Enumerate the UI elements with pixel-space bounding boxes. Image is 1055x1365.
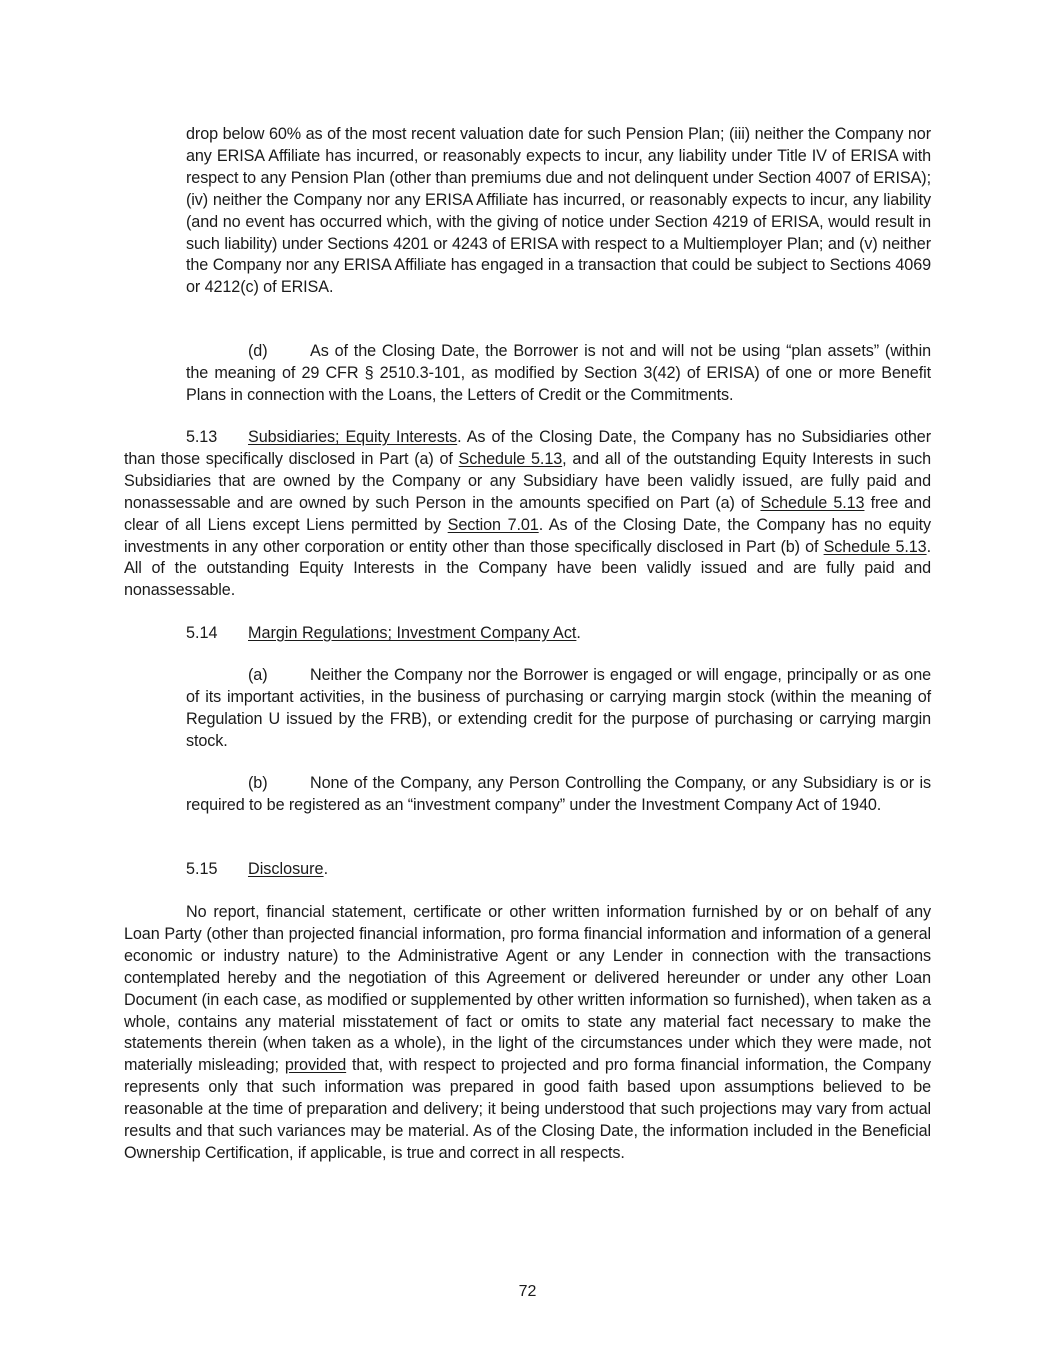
section-5-15-text-1: No report, financial statement, certificate or other written information furnished by or on behalf of any Loan Party (other than projected financial information, pro forma financial information and information of a general economic or industry nature) to the Administrative Agent or any Lender in connection with the transactions contemplated hereby and the negotiation of this Agreement or delivered hereunder or under any other Loan Document (in each case, as modified or supplemented by other written information so furnished), when taken as a whole, contains any material misstatement of fact or omits to state any material fact necessary to make the statements therein (when taken as a whole), in the light of the circumstances under which they were made, not materially misleading;	[124, 903, 931, 1075]
section-5-13	[124, 427, 931, 602]
paragraph-c-continuation: drop below 60% as of the most recent valuation date for such Pension Plan; (iii) neither the Company nor any ERISA Affiliate has incurred, or reasonably expects to incur, any liability under Title IV of ERISA with respect to any Pension Plan (other than premiums due and not delinquent under Section 4007 of ERISA); (iv) neither the Company nor any ERISA Affiliate has incurred, or reasonably expects to incur, any liability (and no event has occurred which, with the giving of notice under Section 4219 of ERISA, would result in such liability) under Sections 4201 or 4243 of ERISA with respect to a Multiemployer Plan; and (v) neither the Company nor any ERISA Affiliate has engaged in a transaction that could be subject to Sections 4069 or 4212(c) of ERISA.	[186, 125, 931, 297]
section-5-15-title: Disclosure	[248, 860, 324, 878]
section-5-13-text-4: . As of the Closing Date, the Company has no equity investments in any other corporation or entity other than those specifically disclosed in Part (b) of	[124, 515, 931, 556]
section-5-13-text-2: , and all of the outstanding Equity Interests in such Subsidiaries that are owned by the Company or any Subsidiary have been validly issued, are fully paid and nonassessable and are owned by such Person in the amounts specified on Part (a) of	[124, 449, 931, 512]
section-5-13-text-3: free and clear of all Liens except Liens permitted by	[124, 493, 931, 534]
section-5-15-trail: .	[323, 860, 329, 878]
section-7-01-ref: Section 7.01	[447, 515, 539, 534]
schedule-5-13-ref: Schedule 5.13	[760, 493, 865, 512]
section-5-14-title: Margin Regulations; Investment Company Act	[248, 624, 577, 642]
schedule-5-13-ref: Schedule 5.13	[823, 537, 927, 556]
section-5-13-title: Subsidiaries; Equity Interests	[248, 428, 458, 446]
section-5-15-heading	[186, 859, 328, 881]
section-5-13-text-5: . All of the outstanding Equity Interests in the Company have been validly issued and are fully paid and nonassessable.	[124, 537, 931, 600]
paragraph-5-14-b	[186, 773, 931, 817]
paragraph-5-14-a	[186, 665, 931, 753]
section-5-14-number: 5.14	[186, 624, 218, 642]
paragraph-5-14-b-label: (b)	[248, 774, 268, 792]
section-5-14-trail: .	[576, 624, 581, 642]
section-5-15-number: 5.15	[186, 860, 218, 878]
paragraph-5-14-b-text: None of the Company, any Person Controlling the Company, or any Subsidiary is or is required to be registered as an “investment company” under the Investment Company Act of 1940.	[186, 774, 931, 814]
section-5-13-text-1: . As of the Closing Date, the Company has no Subsidiaries other than those specifically disclosed in Part (a) of	[124, 428, 931, 468]
paragraph-5-14-a-label: (a)	[248, 666, 268, 684]
paragraph-d-text: As of the Closing Date, the Borrower is not and will not be using “plan assets” (within the meaning of 29 CFR § 2510.3-101, as modified by Section 3(42) of ERISA) of one or more Benefit Plans in connection with the Loans, the Letters of Credit or the Commitments.	[186, 342, 931, 404]
section-5-13-number: 5.13	[186, 428, 218, 446]
section-5-14-heading	[186, 623, 581, 645]
schedule-5-13-ref: Schedule 5.13	[458, 449, 563, 468]
section-5-15-text-2: that, with respect to projected and pro forma financial information, the Company represents only that such information was prepared in good faith based upon assumptions believed to be reasonable at the time of preparation and delivery; it being understood that such projections may vary from actual results and that such variances may be material. As of the Closing Date, the information included in the Beneficial Ownership Certification, if applicable, is true and correct in all respects.	[124, 1056, 931, 1162]
page-number: 72	[518, 1283, 537, 1300]
provided-term: provided	[284, 1056, 347, 1075]
paragraph-d-label: (d)	[248, 342, 268, 360]
paragraph-d	[186, 341, 931, 407]
section-5-15-body	[124, 902, 931, 1165]
paragraph-5-14-a-text: Neither the Company nor the Borrower is engaged or will engage, principally or as one of its important activities, in the business of purchasing or carrying margin stock (within the meaning of Regulation U issued by the FRB), or extending credit for the purpose of purchasing or carrying margin stock.	[186, 666, 931, 750]
